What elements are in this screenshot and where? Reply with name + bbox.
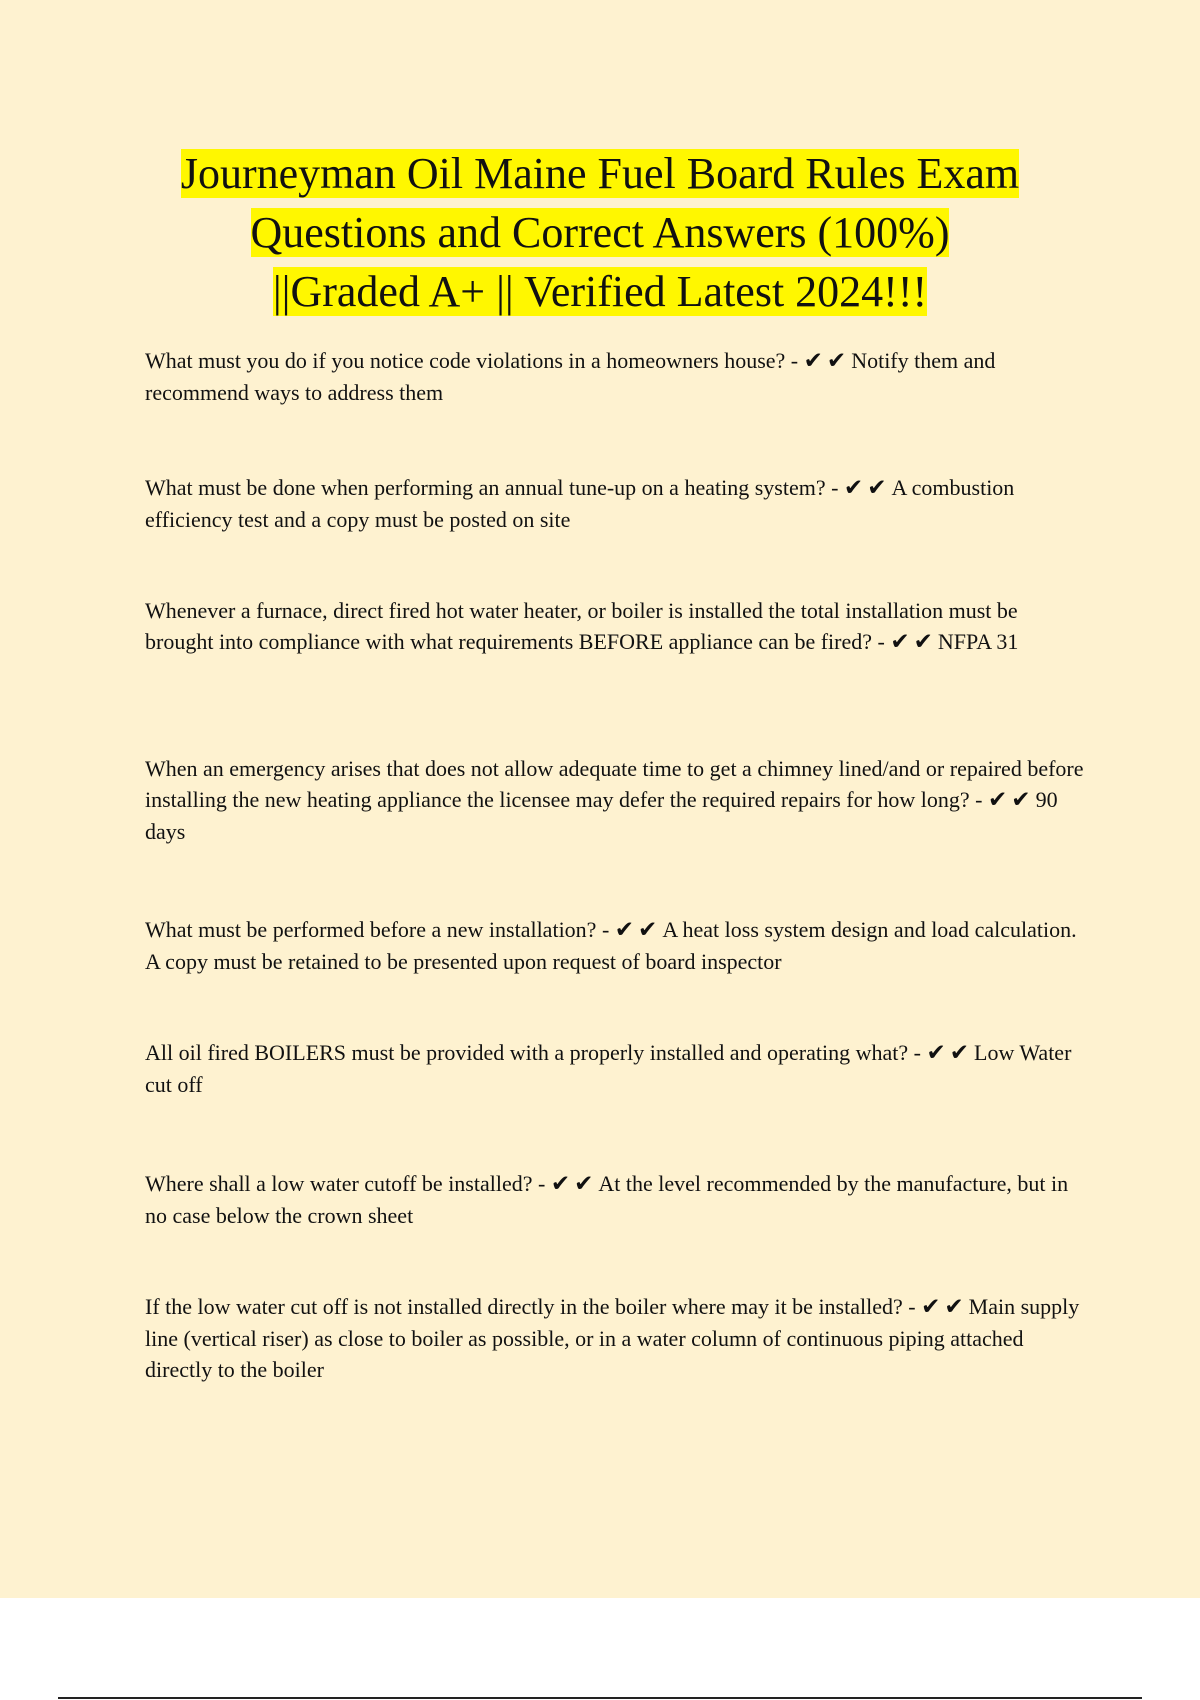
answer-text: NFPA 31 bbox=[937, 629, 1019, 654]
answer-text: Main supply line (vertical riser) as close to boiler as possible, or in a water column of continuous piping attached directly to the boiler bbox=[145, 1294, 1080, 1382]
title-line: ||Graded A+ || Verified Latest 2024!!! bbox=[272, 267, 928, 316]
answer-text: At the level recommended by the manufacture, but in no case below the crown sheet bbox=[145, 1171, 1069, 1228]
check-icon: ✔✔ bbox=[803, 348, 851, 374]
qa-item bbox=[145, 1291, 1085, 1385]
check-icon: ✔✔ bbox=[890, 629, 937, 655]
check-icon: ✔✔ bbox=[843, 475, 891, 501]
question-text: When an emergency arises that does not allow adequate time to get a chimney lined/and or repaired before installing the new heating appliance the licensee may defer the required repairs for how long? - bbox=[145, 756, 1084, 812]
qa-item bbox=[145, 753, 1085, 847]
question-text: If the low water cut off is not installed directly in the boiler where may it be installed? - bbox=[145, 1294, 922, 1319]
title-line: Questions and Correct Answers (100%) bbox=[250, 208, 950, 257]
footer-divider bbox=[58, 1697, 1142, 1699]
question-text: Where shall a low water cutoff be installed? - bbox=[145, 1171, 551, 1196]
check-icon: ✔✔ bbox=[926, 1040, 973, 1066]
qa-item bbox=[145, 595, 1085, 658]
answer-text: Low Water cut off bbox=[145, 1040, 1072, 1097]
qa-item bbox=[145, 1168, 1085, 1231]
check-icon: ✔✔ bbox=[614, 917, 662, 943]
qa-item bbox=[145, 472, 1085, 535]
document-title bbox=[100, 144, 1100, 321]
question-text: All oil fired BOILERS must be provided with a properly installed and operating what? - bbox=[145, 1040, 927, 1065]
check-icon: ✔✔ bbox=[988, 787, 1035, 813]
qa-item bbox=[145, 1037, 1085, 1100]
check-icon: ✔✔ bbox=[921, 1294, 968, 1320]
question-text: What must you do if you notice code violations in a homeowners house? - bbox=[145, 348, 804, 373]
check-icon: ✔✔ bbox=[550, 1171, 598, 1197]
question-text: What must be done when performing an annual tune-up on a heating system? - bbox=[145, 475, 844, 500]
question-text: What must be performed before a new installation? - bbox=[145, 917, 615, 942]
answer-text: Notify them and recommend ways to address them bbox=[145, 348, 996, 405]
answer-text: A combustion efficiency test and a copy must be posted on site bbox=[145, 475, 1015, 532]
answer-text: A heat loss system design and load calculation. A copy must be retained to be presented upon request of board inspector bbox=[145, 917, 1077, 974]
question-text: Whenever a furnace, direct fired hot water heater, or boiler is installed the total installation must be brought into compliance with what requirements BEFORE appliance can be fired? - bbox=[145, 598, 1018, 654]
qa-item bbox=[145, 914, 1085, 977]
title-line: Journeyman Oil Maine Fuel Board Rules Exam bbox=[180, 149, 1020, 198]
qa-item bbox=[145, 345, 1085, 408]
answer-text: 90 days bbox=[145, 787, 1058, 844]
